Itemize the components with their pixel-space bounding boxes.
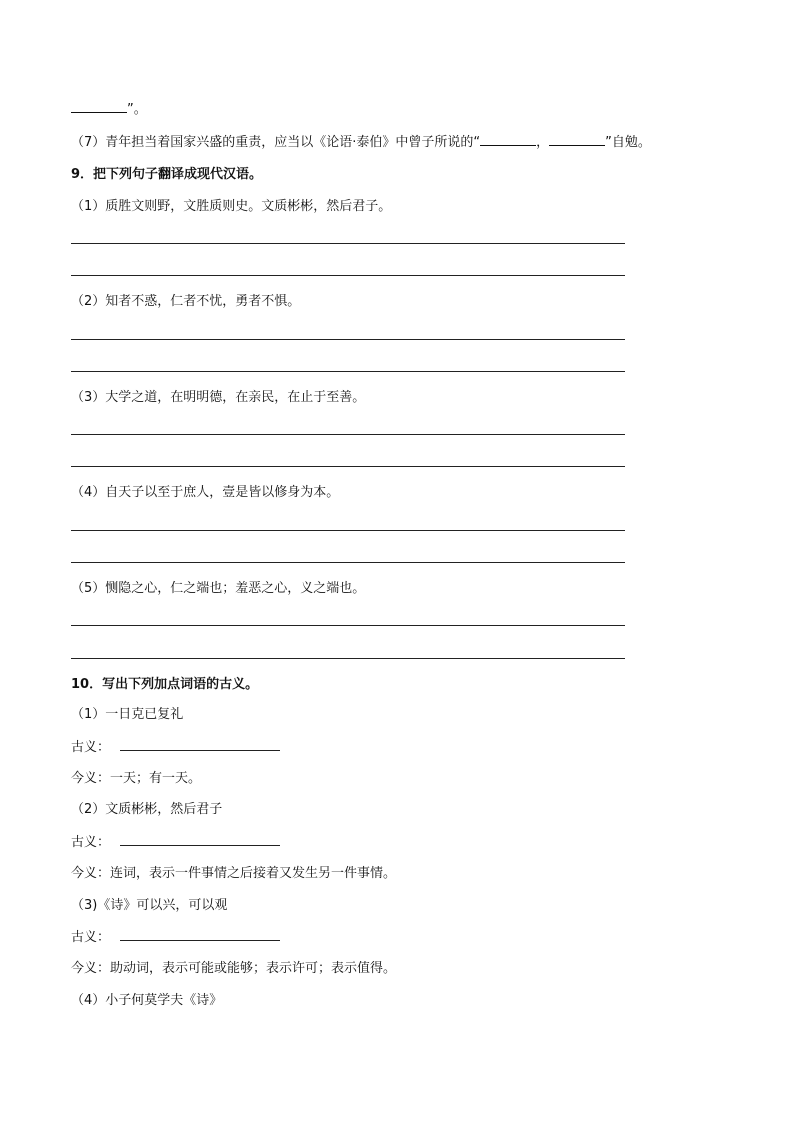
answer-blank[interactable] xyxy=(549,133,605,146)
q9-item-5: （5）恻隐之心，仁之端也；羞恶之心，义之端也。 xyxy=(71,581,366,596)
answer-line[interactable] xyxy=(71,530,625,531)
answer-blank[interactable] xyxy=(71,100,127,113)
item-7-separator: ， xyxy=(536,135,550,150)
q10-item-2-jin: 今义：连词，表示一件事情之后接着又发生另一件事情。 xyxy=(71,866,397,881)
question-9-title: 9．把下列句子翻译成现代汉语。 xyxy=(71,167,263,182)
item-7-suffix: ”自勉。 xyxy=(605,135,651,150)
gu-label: 古义： xyxy=(71,740,111,755)
q9-item-1: （1）质胜文则野，文胜质则史。文质彬彬，然后君子。 xyxy=(71,199,392,214)
continued-blank-line xyxy=(71,100,147,119)
answer-line[interactable] xyxy=(71,466,625,467)
answer-line[interactable] xyxy=(71,275,625,276)
q10-item-1-jin: 今义：一天；有一天。 xyxy=(71,771,202,786)
answer-line[interactable] xyxy=(71,371,625,372)
q9-item-2: （2）知者不惑，仁者不忧，勇者不惧。 xyxy=(71,294,301,309)
answer-line[interactable] xyxy=(71,434,625,435)
q10-item-2-gu xyxy=(71,833,280,852)
answer-blank[interactable] xyxy=(120,833,280,846)
answer-line[interactable] xyxy=(71,339,625,340)
answer-line[interactable] xyxy=(71,243,625,244)
answer-blank[interactable] xyxy=(120,928,280,941)
gu-label: 古义： xyxy=(71,930,111,945)
answer-blank[interactable] xyxy=(120,738,280,751)
answer-line[interactable] xyxy=(71,658,625,659)
closing-quote: ”。 xyxy=(127,102,147,117)
q9-item-4: （4）自天子以至于庶人，壹是皆以修身为本。 xyxy=(71,485,340,500)
q10-item-3-jin: 今义：助动词，表示可能或能够；表示许可；表示值得。 xyxy=(71,961,397,976)
question-10-title: 10．写出下列加点词语的古义。 xyxy=(71,677,259,692)
q10-item-3-gu xyxy=(71,928,280,947)
answer-blank[interactable] xyxy=(480,133,536,146)
q10-item-1-phrase: （1）一日克已复礼 xyxy=(71,707,184,722)
q9-item-3: （3）大学之道，在明明德，在亲民，在止于至善。 xyxy=(71,390,366,405)
q10-item-1-gu xyxy=(71,738,280,757)
item-7 xyxy=(71,133,651,152)
q10-item-4-phrase: （4）小子何莫学夫《诗》 xyxy=(71,993,223,1008)
gu-label: 古义： xyxy=(71,835,111,850)
q10-item-3-phrase: （3)《诗》可以兴，可以观 xyxy=(71,898,228,913)
item-7-prefix: （7）青年担当着国家兴盛的重责，应当以《论语·泰伯》中曾子所说的“ xyxy=(71,135,481,150)
answer-line[interactable] xyxy=(71,562,625,563)
answer-line[interactable] xyxy=(71,625,625,626)
q10-item-2-phrase: （2）文质彬彬，然后君子 xyxy=(71,802,223,817)
